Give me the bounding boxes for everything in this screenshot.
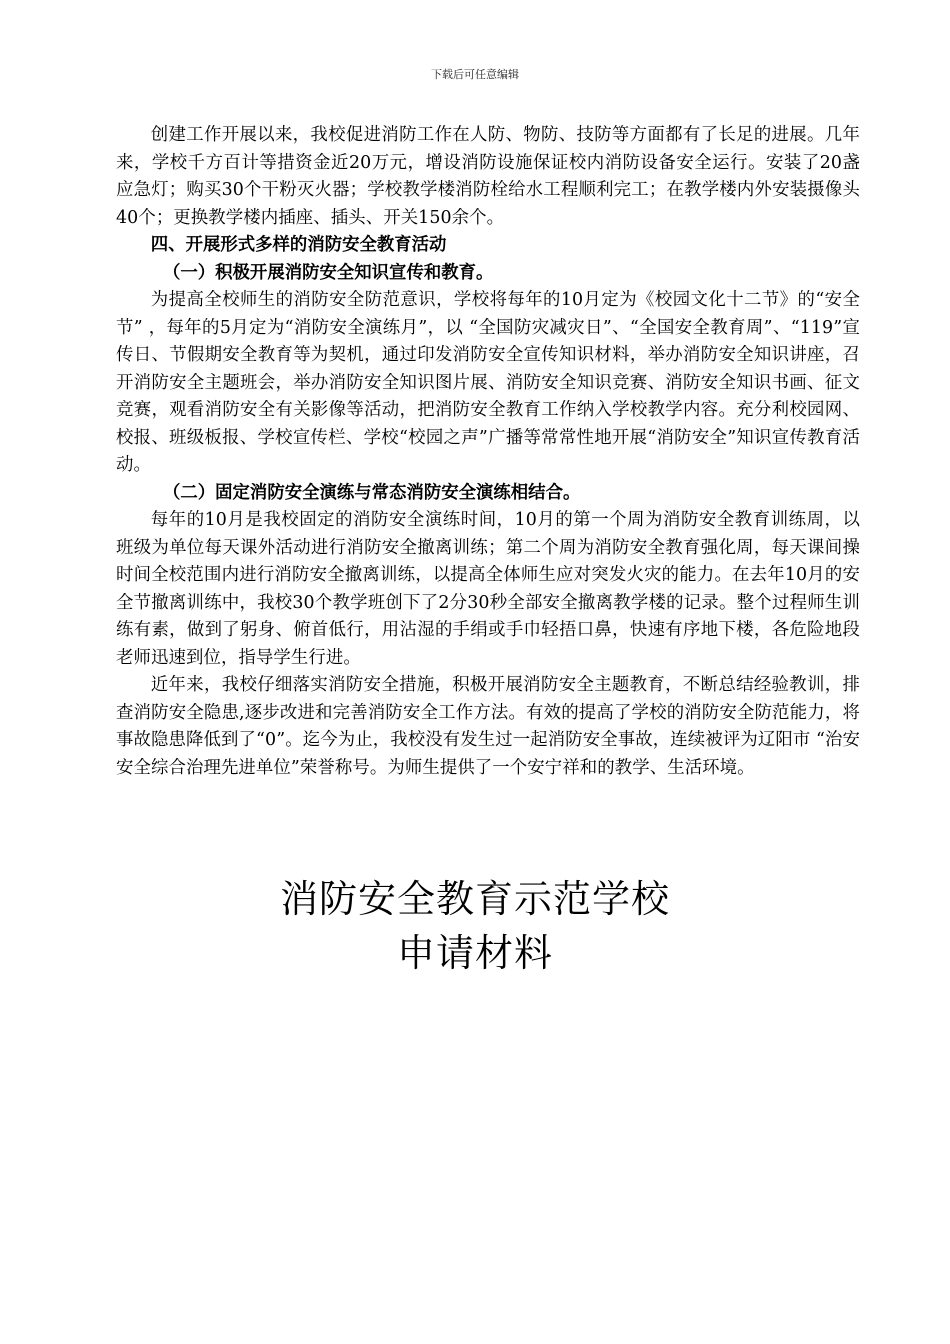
paragraph-progress: 创建工作开展以来，我校促进消防工作在人防、物防、技防等方面都有了长足的进展。几年来，学校千方百计等措资金近20万元，增设消防设施保证校内消防设备安全运行。安装了20盏应急灯；购买30个干粉灭火器；学校教学楼消防栓给水工程顺利完工；在教学楼内外安装摄像头40个；更换教学楼内插座、插头、开关150余个。 [116, 125, 860, 228]
paragraph-summary: 近年来，我校仔细落实消防安全措施，积极开展消防安全主题教育，不断总结经验教训，排查消防安全隐患,逐步改进和完善消防安全工作方法。有效的提高了学校的消防安全防范能力，将事故隐患降低到了“0”。迄今为止，我校没有发生过一起消防安全事故，连续被评为辽阳市 “治安安全综合治理先进单位”荣誉称号。为师生提供了一个安宁祥和的教学、生活环境。 [116, 675, 860, 778]
subheading-1: （一）积极开展消防安全知识宣传和教育。 [162, 262, 494, 283]
title-line-2: 申请材料 [396, 931, 553, 975]
subheading-2: （二）固定消防安全演练与常态消防安全演练相结合。 [162, 482, 581, 503]
document-body [116, 122, 860, 782]
section-heading-4: 四、开展形式多样的消防安全教育活动 [150, 235, 447, 255]
title-line-1: 消防安全教育示范学校 [279, 877, 670, 921]
document-title [0, 872, 950, 980]
paragraph-drills: 每年的10月是我校固定的消防安全演练时间，10月的第一个周为消防安全教育训练周，以班级为单位每天课外活动进行消防安全撤离训练；第二个周为消防安全教育强化周，每天课间操时间全校范围内进行消防安全撤离训练，以提高全体师生应对突发火灾的能力。在去年10月的安全节撤离训练中，我校30个教学班创下了2分30秒全部安全撤离教学楼的记录。整个过程师生训练有素，做到了躬身、俯首低行，用沾湿的手绢或手巾轻捂口鼻，快速有序地下楼，各危险地段老师迅速到位，指导学生行进。 [116, 510, 860, 668]
page-header: 下载后可任意编辑 [431, 68, 519, 81]
paragraph-education: 为提高全校师生的消防安全防范意识，学校将每年的10月定为《校园文化十二节》的“安全节” ，每年的5月定为“消防安全演练月”，以 “全国防灾减灾日”、“全国安全教育周”、“119”宣传日、节假期安全教育等为契机，通过印发消防安全宣传知识材料，举办消防安全知识讲座，召开消防安全主题班会，举办消防安全知识图片展、消防安全知识竞赛、消防安全知识书画、征文竞赛，观看消防安全有关影像等活动，把消防安全教育工作纳入学校教学内容。充分利校园网、校报、班级板报、学校宣传栏、学校“校园之声”广播等常常性地开展“消防安全”知识宣传教育活动。 [116, 290, 860, 475]
